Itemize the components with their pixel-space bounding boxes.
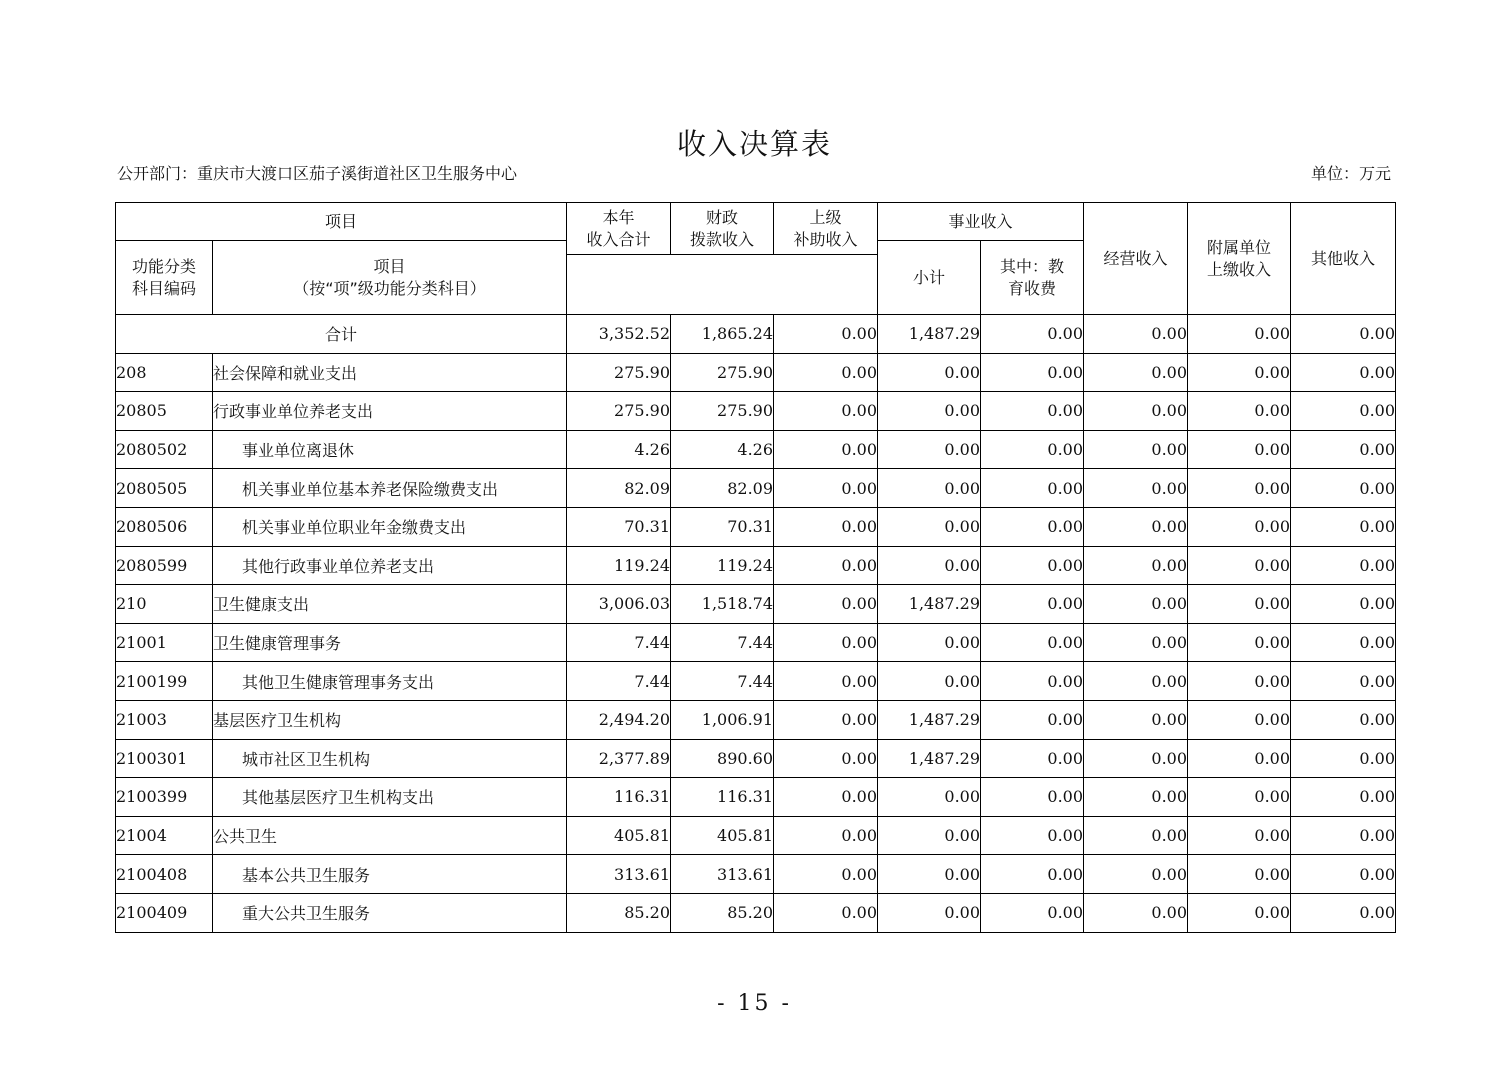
table-row	[116, 778, 1396, 817]
cell-value: 1,487.29	[878, 700, 981, 739]
cell-value: 0.00	[981, 700, 1084, 739]
table-row	[116, 585, 1396, 624]
table-row	[116, 739, 1396, 778]
cell-value: 2,377.89	[567, 739, 671, 778]
cell-value: 0.00	[1188, 315, 1291, 354]
cell-value: 85.20	[567, 893, 671, 932]
header-other-income: 其他收入	[1291, 203, 1396, 315]
table-row	[116, 546, 1396, 585]
cell-code: 21001	[116, 623, 213, 662]
cell-value: 0.00	[1084, 778, 1188, 817]
table-row	[116, 623, 1396, 662]
cell-value: 0.00	[1291, 315, 1396, 354]
cell-value: 85.20	[671, 893, 774, 932]
total-label: 合计	[116, 315, 567, 354]
cell-value: 1,006.91	[671, 700, 774, 739]
cell-value: 0.00	[1084, 893, 1188, 932]
cell-code: 2100199	[116, 662, 213, 701]
cell-value: 0.00	[774, 585, 878, 624]
table-row	[116, 469, 1396, 508]
page-title: 收入决算表	[676, 127, 832, 161]
total-row	[116, 315, 1396, 354]
department-label: 公开部门：重庆市大渡口区茄子溪街道社区卫生服务中心	[117, 164, 518, 183]
cell-value: 0.00	[1291, 739, 1396, 778]
cell-name: 其他行政事业单位养老支出	[213, 546, 567, 585]
table-row	[116, 662, 1396, 701]
cell-value: 0.00	[774, 739, 878, 778]
cell-value: 0.00	[774, 855, 878, 894]
cell-value: 275.90	[567, 353, 671, 392]
cell-value: 0.00	[878, 469, 981, 508]
cell-value: 890.60	[671, 739, 774, 778]
cell-value: 3,006.03	[567, 585, 671, 624]
cell-value: 0.00	[1291, 507, 1396, 546]
cell-value: 0.00	[1291, 893, 1396, 932]
cell-value: 275.90	[567, 392, 671, 431]
cell-value: 0.00	[1084, 315, 1188, 354]
page-number: - 15 -	[717, 991, 792, 1016]
cell-name: 其他基层医疗卫生机构支出	[213, 778, 567, 817]
cell-value: 0.00	[1084, 353, 1188, 392]
cell-value: 0.00	[774, 623, 878, 662]
cell-value: 313.61	[671, 855, 774, 894]
cell-value: 0.00	[981, 893, 1084, 932]
table-row	[116, 816, 1396, 855]
cell-value: 0.00	[981, 778, 1084, 817]
cell-value: 0.00	[981, 585, 1084, 624]
header-operating-income: 经营收入	[1084, 203, 1188, 315]
cell-value: 119.24	[567, 546, 671, 585]
cell-value: 0.00	[774, 353, 878, 392]
cell-value: 0.00	[1084, 430, 1188, 469]
cell-value: 1,487.29	[878, 315, 981, 354]
cell-value: 0.00	[981, 430, 1084, 469]
cell-value: 0.00	[774, 816, 878, 855]
cell-value: 0.00	[1291, 623, 1396, 662]
cell-code: 20805	[116, 392, 213, 431]
cell-value: 1,487.29	[878, 739, 981, 778]
cell-value: 405.81	[567, 816, 671, 855]
cell-value: 0.00	[981, 469, 1084, 508]
cell-value: 0.00	[774, 392, 878, 431]
table-row	[116, 392, 1396, 431]
cell-value: 0.00	[878, 507, 981, 546]
cell-value: 1,865.24	[671, 315, 774, 354]
cell-value: 0.00	[1084, 700, 1188, 739]
cell-value: 0.00	[878, 778, 981, 817]
cell-value: 0.00	[1188, 469, 1291, 508]
table-row	[116, 893, 1396, 932]
cell-code: 210	[116, 585, 213, 624]
cell-value: 0.00	[1188, 855, 1291, 894]
cell-value: 0.00	[1084, 546, 1188, 585]
cell-value: 0.00	[1291, 430, 1396, 469]
cell-name: 基层医疗卫生机构	[213, 700, 567, 739]
cell-value: 0.00	[774, 778, 878, 817]
cell-name: 城市社区卫生机构	[213, 739, 567, 778]
cell-value: 0.00	[1291, 546, 1396, 585]
cell-code: 2100408	[116, 855, 213, 894]
cell-value: 0.00	[1084, 739, 1188, 778]
cell-value: 275.90	[671, 353, 774, 392]
cell-value: 116.31	[671, 778, 774, 817]
unit-label: 单位：万元	[1310, 164, 1391, 183]
cell-value: 1,518.74	[671, 585, 774, 624]
cell-value: 0.00	[1188, 700, 1291, 739]
cell-value: 0.00	[981, 353, 1084, 392]
header-fiscal: 财政 拨款收入	[671, 203, 774, 255]
header-total-income: 本年 收入合计	[567, 203, 671, 255]
cell-value: 0.00	[774, 469, 878, 508]
header-item: 项目	[116, 203, 567, 241]
table-row	[116, 353, 1396, 392]
table-row	[116, 507, 1396, 546]
cell-value: 0.00	[981, 855, 1084, 894]
cell-value: 0.00	[1084, 816, 1188, 855]
cell-value: 0.00	[981, 392, 1084, 431]
cell-value: 0.00	[1084, 392, 1188, 431]
cell-name: 基本公共卫生服务	[213, 855, 567, 894]
cell-value: 0.00	[1291, 778, 1396, 817]
cell-value: 0.00	[1291, 585, 1396, 624]
cell-value: 0.00	[878, 392, 981, 431]
cell-value: 70.31	[671, 507, 774, 546]
table-row	[116, 430, 1396, 469]
cell-value: 7.44	[567, 623, 671, 662]
cell-name: 卫生健康管理事务	[213, 623, 567, 662]
cell-code: 21004	[116, 816, 213, 855]
cell-value: 0.00	[1291, 855, 1396, 894]
cell-value: 0.00	[1188, 662, 1291, 701]
cell-value: 82.09	[671, 469, 774, 508]
cell-code: 2080506	[116, 507, 213, 546]
cell-value: 0.00	[774, 546, 878, 585]
cell-value: 4.26	[671, 430, 774, 469]
cell-value: 0.00	[774, 430, 878, 469]
cell-name: 社会保障和就业支出	[213, 353, 567, 392]
cell-value: 82.09	[567, 469, 671, 508]
cell-value: 0.00	[981, 662, 1084, 701]
cell-value: 7.44	[671, 623, 774, 662]
cell-value: 0.00	[981, 739, 1084, 778]
cell-name: 机关事业单位职业年金缴费支出	[213, 507, 567, 546]
cell-value: 0.00	[1291, 392, 1396, 431]
header-superior-subsidy: 上级 补助收入	[774, 203, 878, 255]
cell-name: 卫生健康支出	[213, 585, 567, 624]
cell-value: 0.00	[981, 546, 1084, 585]
income-report-table	[115, 202, 1396, 933]
cell-value: 7.44	[567, 662, 671, 701]
cell-value: 0.00	[774, 662, 878, 701]
table-row	[116, 855, 1396, 894]
cell-value: 0.00	[774, 315, 878, 354]
cell-name: 事业单位离退休	[213, 430, 567, 469]
cell-value: 116.31	[567, 778, 671, 817]
cell-value: 0.00	[1084, 623, 1188, 662]
cell-code: 21003	[116, 700, 213, 739]
cell-code: 2080502	[116, 430, 213, 469]
header-name: 项目 （按“项”级功能分类科目）	[213, 241, 567, 315]
cell-value: 0.00	[774, 700, 878, 739]
cell-value: 0.00	[1291, 662, 1396, 701]
cell-value: 0.00	[1188, 623, 1291, 662]
cell-value: 313.61	[567, 855, 671, 894]
cell-name: 公共卫生	[213, 816, 567, 855]
cell-value: 0.00	[1084, 585, 1188, 624]
cell-value: 0.00	[1188, 353, 1291, 392]
cell-code: 2100301	[116, 739, 213, 778]
header-affiliate-income: 附属单位 上缴收入	[1188, 203, 1291, 315]
cell-value: 0.00	[1188, 893, 1291, 932]
cell-value: 4.26	[567, 430, 671, 469]
header-business-income: 事业收入	[878, 203, 1084, 241]
cell-code: 2080505	[116, 469, 213, 508]
cell-name: 行政事业单位养老支出	[213, 392, 567, 431]
cell-value: 0.00	[1188, 546, 1291, 585]
cell-value: 0.00	[1291, 469, 1396, 508]
cell-value: 0.00	[878, 353, 981, 392]
cell-code: 2100399	[116, 778, 213, 817]
table-row	[116, 700, 1396, 739]
table-body	[116, 315, 1396, 933]
cell-value: 70.31	[567, 507, 671, 546]
header-code: 功能分类 科目编码	[116, 241, 213, 315]
cell-value: 275.90	[671, 392, 774, 431]
cell-name: 机关事业单位基本养老保险缴费支出	[213, 469, 567, 508]
cell-value: 0.00	[1188, 739, 1291, 778]
cell-value: 0.00	[1291, 816, 1396, 855]
cell-value: 0.00	[1084, 855, 1188, 894]
cell-code: 208	[116, 353, 213, 392]
header-subtotal: 小计	[878, 241, 981, 315]
cell-value: 2,494.20	[567, 700, 671, 739]
cell-value: 0.00	[878, 893, 981, 932]
cell-name: 重大公共卫生服务	[213, 893, 567, 932]
cell-value: 0.00	[878, 623, 981, 662]
cell-value: 0.00	[1084, 507, 1188, 546]
cell-value: 0.00	[1084, 662, 1188, 701]
cell-value: 0.00	[1188, 778, 1291, 817]
cell-value: 1,487.29	[878, 585, 981, 624]
cell-value: 0.00	[878, 662, 981, 701]
cell-value: 0.00	[981, 507, 1084, 546]
cell-value: 0.00	[981, 315, 1084, 354]
cell-value: 405.81	[671, 816, 774, 855]
cell-value: 0.00	[1188, 585, 1291, 624]
cell-value: 0.00	[981, 623, 1084, 662]
cell-value: 0.00	[981, 816, 1084, 855]
cell-name: 其他卫生健康管理事务支出	[213, 662, 567, 701]
cell-value: 0.00	[1291, 353, 1396, 392]
cell-value: 0.00	[878, 855, 981, 894]
cell-value: 0.00	[878, 546, 981, 585]
cell-value: 0.00	[878, 816, 981, 855]
cell-value: 0.00	[1188, 430, 1291, 469]
cell-value: 3,352.52	[567, 315, 671, 354]
cell-value: 0.00	[774, 507, 878, 546]
cell-code: 2100409	[116, 893, 213, 932]
cell-value: 0.00	[1188, 816, 1291, 855]
cell-value: 0.00	[1188, 507, 1291, 546]
cell-value: 7.44	[671, 662, 774, 701]
cell-value: 119.24	[671, 546, 774, 585]
cell-value: 0.00	[1291, 700, 1396, 739]
header-edu-fee: 其中：教 育收费	[981, 241, 1084, 315]
cell-value: 0.00	[1084, 469, 1188, 508]
cell-value: 0.00	[878, 430, 981, 469]
cell-value: 0.00	[774, 893, 878, 932]
cell-code: 2080599	[116, 546, 213, 585]
cell-value: 0.00	[1188, 392, 1291, 431]
